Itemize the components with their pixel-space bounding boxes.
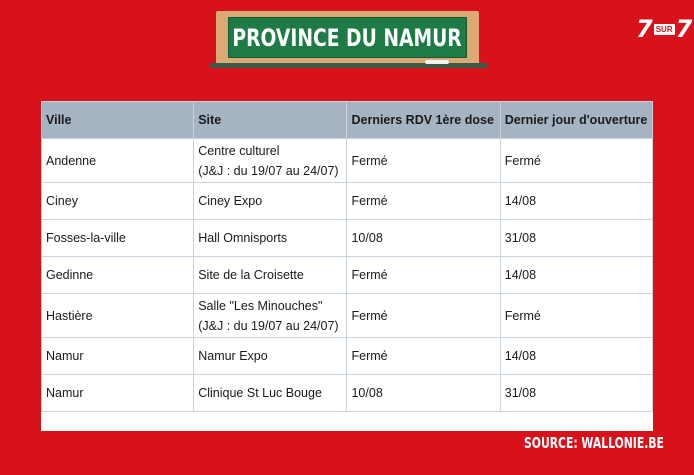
column-header-dernier-jour: Dernier jour d'ouverture bbox=[500, 102, 652, 139]
table-row bbox=[42, 338, 653, 375]
column-header-site: Site bbox=[194, 102, 347, 139]
source-credit: SOURCE: WALLONIE.BE bbox=[524, 434, 664, 452]
cell-rdv: 10/08 bbox=[347, 375, 500, 412]
cell-site: Namur Expo bbox=[194, 338, 347, 375]
cell-site: Hall Omnisports bbox=[194, 220, 347, 257]
table-row bbox=[42, 375, 653, 412]
cell-dernier-jour: 31/08 bbox=[500, 375, 652, 412]
table-row bbox=[42, 257, 653, 294]
cell-site-note: (J&J : du 19/07 au 24/07) bbox=[198, 163, 339, 178]
brand-logo[interactable] bbox=[636, 15, 693, 43]
cell-dernier-jour: 14/08 bbox=[500, 183, 652, 220]
cell-site-name: Salle "Les Minouches" bbox=[198, 298, 323, 313]
table-row bbox=[42, 220, 653, 257]
cell-site: Ciney Expo bbox=[194, 183, 347, 220]
cell-ville: Namur bbox=[42, 375, 194, 412]
cell-rdv: Fermé bbox=[347, 257, 500, 294]
cell-ville: Hastière bbox=[42, 294, 194, 338]
vaccination-table-container bbox=[41, 101, 653, 431]
cell-rdv: Fermé bbox=[347, 139, 500, 183]
table-row bbox=[42, 294, 653, 338]
cell-dernier-jour: 14/08 bbox=[500, 338, 652, 375]
logo-right-digit: 7 bbox=[675, 15, 693, 43]
title-board bbox=[216, 11, 479, 66]
cell-ville: Gedinne bbox=[42, 257, 194, 294]
table-header-row bbox=[42, 102, 653, 139]
table-row bbox=[42, 183, 653, 220]
cell-dernier-jour: 14/08 bbox=[500, 257, 652, 294]
logo-sur-badge: SUR bbox=[655, 24, 673, 34]
cell-site: Site de la Croisette bbox=[194, 257, 347, 294]
cell-site-note: (J&J : du 19/07 au 24/07) bbox=[198, 318, 339, 333]
cell-site bbox=[194, 294, 347, 338]
cell-dernier-jour: 31/08 bbox=[500, 220, 652, 257]
chalkboard bbox=[228, 17, 467, 58]
table-row bbox=[42, 139, 653, 183]
cell-rdv: 10/08 bbox=[347, 220, 500, 257]
vaccination-table bbox=[41, 101, 653, 412]
page-title: PROVINCE DU NAMUR bbox=[232, 23, 463, 52]
cell-rdv: Fermé bbox=[347, 338, 500, 375]
cell-rdv: Fermé bbox=[347, 183, 500, 220]
cell-rdv: Fermé bbox=[347, 294, 500, 338]
cell-ville: Fosses-la-ville bbox=[42, 220, 194, 257]
logo-left-digit: 7 bbox=[636, 15, 653, 43]
cell-ville: Namur bbox=[42, 338, 194, 375]
cell-ville: Ciney bbox=[42, 183, 194, 220]
chalk-piece bbox=[425, 60, 449, 64]
cell-dernier-jour: Fermé bbox=[500, 139, 652, 183]
cell-dernier-jour: Fermé bbox=[500, 294, 652, 338]
cell-site bbox=[194, 139, 347, 183]
cell-site-name: Centre culturel bbox=[198, 143, 280, 158]
column-header-ville: Ville bbox=[42, 102, 194, 139]
column-header-rdv: Derniers RDV 1ère dose bbox=[347, 102, 500, 139]
cell-site: Clinique St Luc Bouge bbox=[194, 375, 347, 412]
cell-ville: Andenne bbox=[42, 139, 194, 183]
